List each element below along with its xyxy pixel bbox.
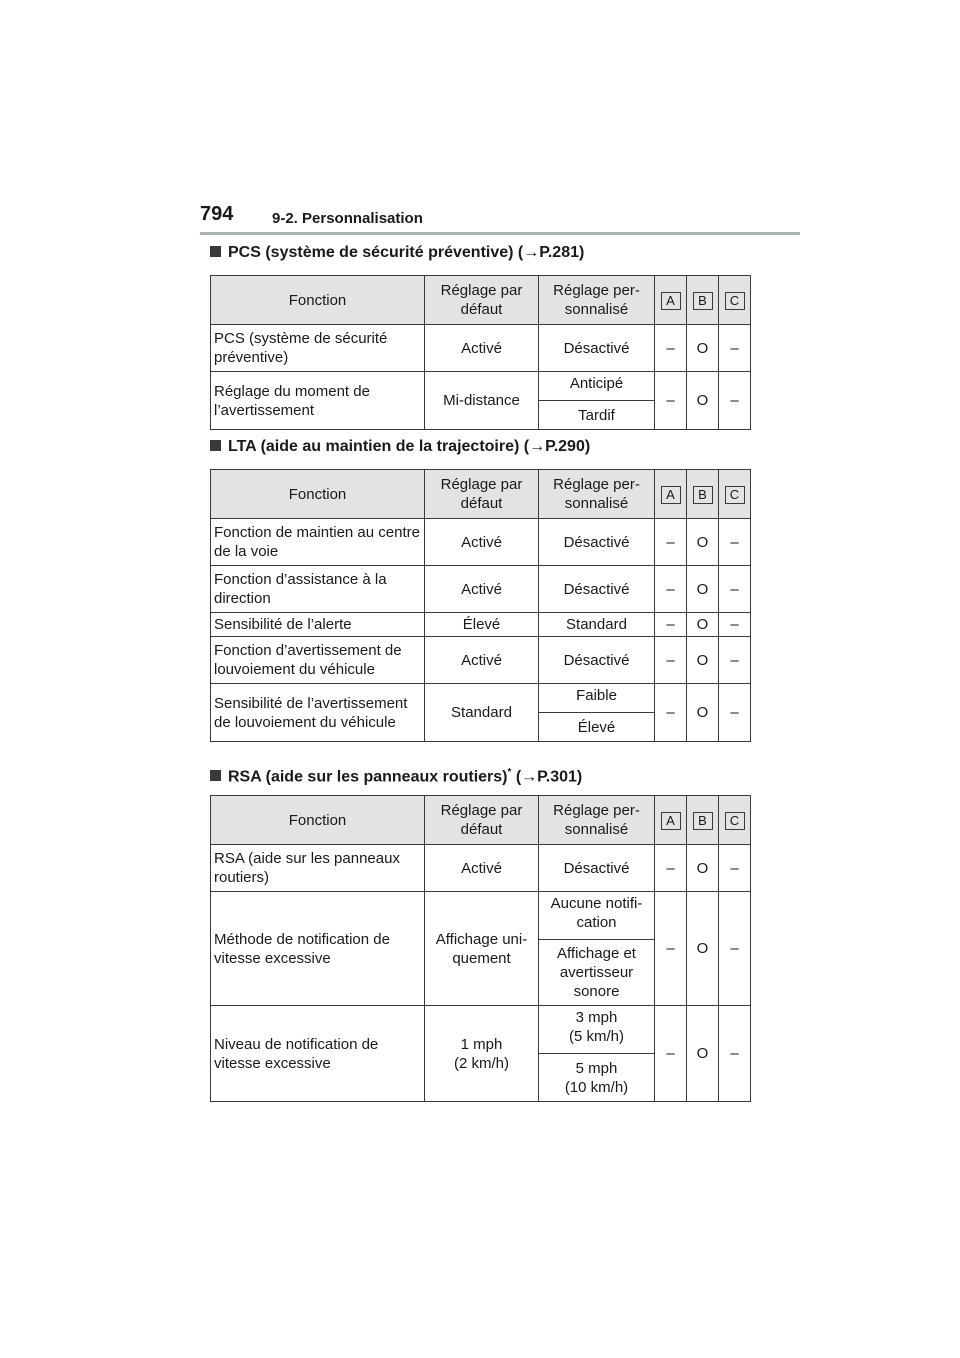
page-reference-link[interactable]: P.290) — [545, 438, 591, 455]
letter-box-c: C — [725, 486, 745, 504]
section-pcs — [210, 240, 750, 430]
square-bullet-icon — [210, 246, 221, 257]
col-header-default: Réglage par défaut — [425, 276, 539, 325]
col-header-b — [687, 276, 719, 325]
mark-cell-a: – — [655, 637, 687, 684]
section-title-paren: ( — [511, 768, 522, 786]
custom-cell: Désactivé — [539, 325, 655, 372]
function-cell: Méthode de notification de vitesse excessive — [211, 892, 425, 1006]
header-row — [211, 276, 751, 325]
function-cell: RSA (aide sur les panneaux routiers) — [211, 845, 425, 892]
spacer — [210, 460, 750, 469]
table-row — [211, 519, 751, 566]
spacer — [210, 786, 750, 795]
arrow-icon: → — [529, 438, 546, 455]
mark-cell-b: O — [687, 325, 719, 372]
default-cell: Activé — [425, 519, 539, 566]
function-cell: Réglage du moment de l’avertissement — [211, 372, 425, 430]
col-header-c — [719, 276, 751, 325]
mark-cell-a: – — [655, 892, 687, 1006]
custom-cell: Affichage et avertisseur sonore — [539, 940, 655, 1006]
mark-cell-a: – — [655, 684, 687, 742]
custom-cell: 3 mph (5 km/h) — [539, 1006, 655, 1054]
spacer — [210, 266, 750, 275]
chapter-title: 9-2. Personnalisation — [272, 210, 423, 227]
function-cell: Sensibilité de l’alerte — [211, 613, 425, 637]
col-header-custom: Réglage per-sonnalisé — [539, 276, 655, 325]
default-cell: Affichage uni-quement — [425, 892, 539, 1006]
letter-box-b: B — [693, 292, 713, 310]
col-header-a — [655, 276, 687, 325]
default-cell: Activé — [425, 325, 539, 372]
mark-cell-b: O — [687, 637, 719, 684]
footnote-marker: * — [507, 767, 512, 778]
mark-cell-c: – — [719, 613, 751, 637]
col-header-default: Réglage par défaut — [425, 470, 539, 519]
table-row — [211, 1006, 751, 1054]
mark-cell-c: – — [719, 637, 751, 684]
mark-cell-c: – — [719, 1006, 751, 1102]
table-row — [211, 325, 751, 372]
table-row — [211, 372, 751, 401]
letter-box-b: B — [693, 812, 713, 830]
col-header-default: Réglage par défaut — [425, 796, 539, 845]
function-cell: Fonction d’assistance à la direction — [211, 566, 425, 613]
section-title-text: LTA (aide au maintien de la trajectoire) ( — [228, 438, 530, 455]
settings-table — [210, 469, 751, 742]
function-cell: Sensibilité de l’avertissement de louvoiement du véhicule — [211, 684, 425, 742]
letter-box-a: A — [661, 486, 681, 504]
mark-cell-c: – — [719, 566, 751, 613]
default-cell: Activé — [425, 566, 539, 613]
square-bullet-icon — [210, 440, 221, 451]
col-header-b — [687, 796, 719, 845]
letter-box-a: A — [661, 812, 681, 830]
col-header-c — [719, 470, 751, 519]
mark-cell-b: O — [687, 372, 719, 430]
mark-cell-c: – — [719, 892, 751, 1006]
default-cell: Standard — [425, 684, 539, 742]
custom-cell: Tardif — [539, 401, 655, 430]
letter-box-b: B — [693, 486, 713, 504]
mark-cell-b: O — [687, 1006, 719, 1102]
mark-cell-c: – — [719, 684, 751, 742]
mark-cell-a: – — [655, 845, 687, 892]
section-title — [210, 760, 750, 786]
default-cell: Activé — [425, 637, 539, 684]
function-cell: Fonction de maintien au centre de la voie — [211, 519, 425, 566]
arrow-icon: → — [521, 768, 538, 786]
mark-cell-b: O — [687, 684, 719, 742]
custom-cell: Standard — [539, 613, 655, 637]
arrow-icon: → — [523, 244, 540, 261]
header-rule — [200, 232, 800, 235]
col-header-fonction: Fonction — [211, 470, 425, 519]
section-title-text: RSA (aide sur les panneaux routiers) — [228, 768, 508, 786]
letter-box-c: C — [725, 812, 745, 830]
function-cell: Fonction d’avertissement de louvoiement du véhicule — [211, 637, 425, 684]
function-cell: Niveau de notification de vitesse excessive — [211, 1006, 425, 1102]
square-bullet-icon — [210, 770, 221, 781]
mark-cell-c: – — [719, 845, 751, 892]
letter-box-c: C — [725, 292, 745, 310]
mark-cell-c: – — [719, 325, 751, 372]
header-row — [211, 470, 751, 519]
col-header-a — [655, 796, 687, 845]
col-header-custom: Réglage per-sonnalisé — [539, 796, 655, 845]
custom-cell: Désactivé — [539, 845, 655, 892]
col-header-a — [655, 470, 687, 519]
mark-cell-b: O — [687, 519, 719, 566]
page-reference-link[interactable]: P.301) — [537, 768, 583, 786]
settings-table — [210, 275, 751, 430]
mark-cell-c: – — [719, 519, 751, 566]
mark-cell-a: – — [655, 613, 687, 637]
default-cell: 1 mph (2 km/h) — [425, 1006, 539, 1102]
mark-cell-a: – — [655, 519, 687, 566]
mark-cell-a: – — [655, 325, 687, 372]
custom-cell: 5 mph (10 km/h) — [539, 1054, 655, 1102]
section-title — [210, 240, 750, 266]
col-header-fonction: Fonction — [211, 276, 425, 325]
header-row — [211, 796, 751, 845]
col-header-custom: Réglage per-sonnalisé — [539, 470, 655, 519]
table-row — [211, 684, 751, 713]
custom-cell: Désactivé — [539, 519, 655, 566]
section-title — [210, 434, 750, 460]
mark-cell-b: O — [687, 613, 719, 637]
table-row — [211, 892, 751, 940]
section-lta — [210, 434, 750, 742]
custom-cell: Faible — [539, 684, 655, 713]
page-number: 794 — [200, 203, 234, 225]
mark-cell-b: O — [687, 892, 719, 1006]
col-header-fonction: Fonction — [211, 796, 425, 845]
default-cell: Activé — [425, 845, 539, 892]
table-row — [211, 637, 751, 684]
default-cell: Mi-distance — [425, 372, 539, 430]
col-header-b — [687, 470, 719, 519]
section-title-text: PCS (système de sécurité préventive) ( — [228, 244, 524, 261]
function-cell: PCS (système de sécurité préventive) — [211, 325, 425, 372]
mark-cell-c: – — [719, 372, 751, 430]
custom-cell: Anticipé — [539, 372, 655, 401]
mark-cell-b: O — [687, 845, 719, 892]
custom-cell: Désactivé — [539, 566, 655, 613]
page-header — [200, 203, 800, 235]
section-rsa — [210, 760, 750, 1102]
col-header-c — [719, 796, 751, 845]
mark-cell-b: O — [687, 566, 719, 613]
default-cell: Élevé — [425, 613, 539, 637]
mark-cell-a: – — [655, 566, 687, 613]
letter-box-a: A — [661, 292, 681, 310]
table-row — [211, 845, 751, 892]
mark-cell-a: – — [655, 1006, 687, 1102]
table-row — [211, 613, 751, 637]
custom-cell: Aucune notifi-cation — [539, 892, 655, 940]
custom-cell: Désactivé — [539, 637, 655, 684]
mark-cell-a: – — [655, 372, 687, 430]
custom-cell: Élevé — [539, 713, 655, 742]
page-reference-link[interactable]: P.281) — [539, 244, 585, 261]
table-row — [211, 566, 751, 613]
settings-table — [210, 795, 751, 1102]
